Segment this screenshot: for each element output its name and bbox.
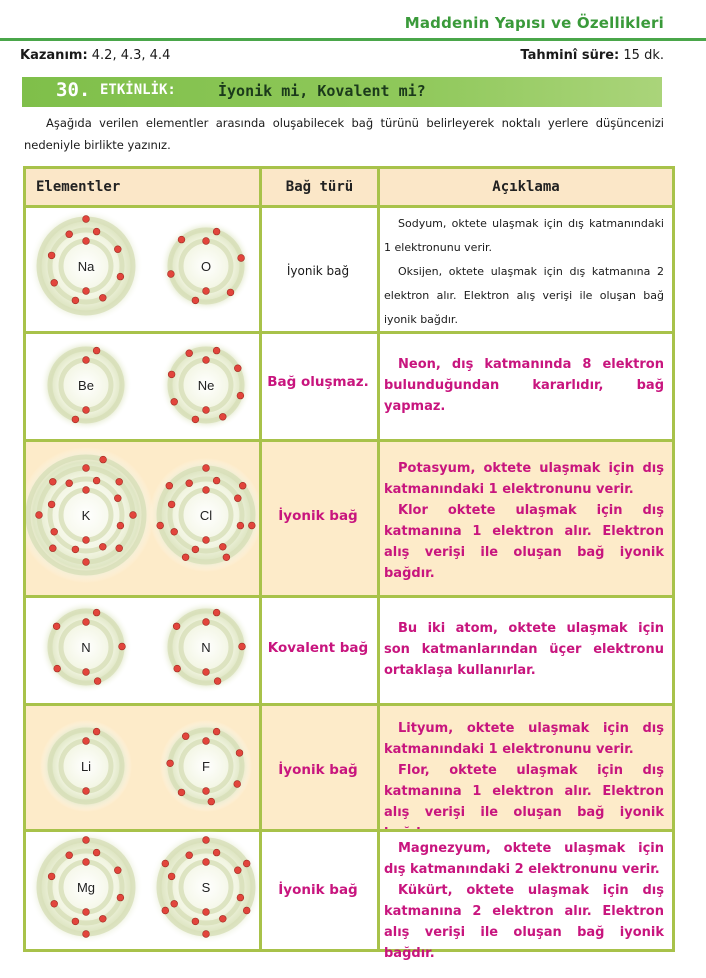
electron-dot — [219, 915, 226, 922]
electron-dot — [248, 522, 255, 529]
atom-symbol-label: K — [81, 508, 91, 523]
activity-label: ETKİNLİK: — [100, 82, 176, 98]
atom-symbol-label: N — [81, 640, 91, 655]
electron-dot — [99, 543, 106, 550]
explanation-line: Magnezyum, oktete ulaşmak için dış katmanındaki 2 elektronunu verir. — [384, 841, 664, 877]
electron-dot — [93, 609, 100, 616]
electron-dot — [203, 619, 210, 626]
electron-dot — [186, 350, 193, 357]
explanation-line: Flor, oktete ulaşmak için dış katmanına 1 elektron alır. Elektron alış verişi ile oluşan bağ iyonik — [384, 763, 664, 820]
electron-dot — [219, 543, 226, 550]
electron-dot — [213, 228, 220, 235]
electron-dot — [83, 537, 90, 544]
atom-symbol-label: O — [200, 259, 212, 274]
electron-dot — [213, 849, 220, 856]
explanation-line: Neon, dış katmanında 8 elektron bulunduğundan kararlıdır, bağ yapmaz. — [384, 357, 664, 414]
electron-dot — [72, 416, 79, 423]
electron-dot — [83, 909, 90, 916]
electron-dot — [100, 456, 107, 463]
electron-dot — [213, 728, 220, 735]
atom-be-left — [40, 339, 132, 431]
electron-dot — [93, 728, 100, 735]
electron-dot — [203, 837, 210, 844]
atom-symbol-label: S — [201, 880, 211, 895]
electron-dot — [186, 480, 193, 487]
explanation-cell — [384, 718, 664, 844]
electron-dot — [214, 678, 221, 685]
electron-dot — [83, 357, 90, 364]
explanation-line: Klor oktete ulaşmak için dış katmanına 1 elektron alır. Elektron alış verişi ile oluşan bağ iyonik bağdır. — [384, 503, 664, 581]
electron-dot — [66, 480, 73, 487]
electron-dot — [83, 216, 90, 223]
time-value: 15 dk. — [623, 48, 664, 63]
electron-dot — [203, 465, 210, 472]
atom-na-left — [29, 209, 143, 323]
electron-dot — [48, 501, 55, 508]
electron-dot — [66, 852, 73, 859]
atom-symbol-label: F — [202, 759, 210, 774]
electron-dot — [72, 546, 79, 553]
electron-dot — [114, 246, 121, 253]
electron-dot — [49, 545, 56, 552]
electron-dot — [171, 900, 178, 907]
electron-dot — [116, 478, 123, 485]
electron-dot — [83, 619, 90, 626]
electron-dot — [203, 407, 210, 414]
electron-dot — [213, 609, 220, 616]
electron-dot — [192, 297, 199, 304]
electron-dot — [236, 750, 243, 757]
electron-dot — [239, 482, 246, 489]
electron-dot — [234, 867, 241, 874]
electron-dot — [83, 931, 90, 938]
electron-dot — [243, 860, 250, 867]
atom-li-left — [40, 720, 132, 812]
electron-dot — [237, 522, 244, 529]
bond-type-cell: İyonik bağ — [278, 882, 358, 898]
activity-table — [23, 166, 675, 961]
electron-dot — [192, 918, 199, 925]
atom-symbol-label: Ne — [197, 378, 215, 393]
electron-dot — [117, 894, 124, 901]
electron-dot — [203, 738, 210, 745]
explanation-cell — [384, 458, 664, 584]
electron-dot — [162, 860, 169, 867]
electron-dot — [54, 665, 61, 672]
bond-type-cell: İyonik bağ — [278, 508, 358, 524]
kazanim-label: Kazanım: — [20, 48, 88, 63]
atom-o-right — [160, 220, 252, 312]
electron-dot — [51, 279, 58, 286]
electron-dot — [178, 236, 185, 243]
atom-symbol-label: N — [201, 640, 211, 655]
atom-mg-left — [29, 830, 143, 944]
explanation-line: Sodyum, oktete ulaşmak için dış katmanındaki 1 elektronunu verir. — [384, 217, 664, 254]
explanation-cell — [384, 838, 664, 964]
electron-dot — [66, 231, 73, 238]
electron-dot — [174, 665, 181, 672]
electron-dot — [219, 413, 226, 420]
electron-dot — [168, 873, 175, 880]
electron-dot — [83, 788, 90, 795]
electron-dot — [51, 900, 58, 907]
electron-dot — [171, 398, 178, 405]
electron-dot — [130, 512, 137, 519]
electron-dot — [173, 623, 180, 630]
electron-dot — [99, 915, 106, 922]
electron-dot — [213, 477, 220, 484]
electron-dot — [203, 357, 210, 364]
electron-dot — [203, 931, 210, 938]
electron-dot — [182, 733, 189, 740]
electron-dot — [114, 867, 121, 874]
electron-dot — [83, 487, 90, 494]
electron-dot — [116, 545, 123, 552]
electron-dot — [182, 554, 189, 561]
electron-dot — [243, 907, 250, 914]
electron-dot — [93, 228, 100, 235]
electron-dot — [53, 623, 60, 630]
bond-type-cell: İyonik bağ — [278, 762, 358, 778]
electron-dot — [203, 859, 210, 866]
explanation-line: Kükürt, oktete ulaşmak için dış katmanına 2 elektron alır. Elektron alış verişi ile oluşan bağ iyonik bağdır. — [384, 883, 664, 961]
electron-dot — [117, 522, 124, 529]
electron-dot — [167, 760, 174, 767]
electron-dot — [192, 416, 199, 423]
explanation-line: Oksijen, oktete ulaşmak için dış katmanına 2 elektron alır. Elektron alış verişi ile oluşan bağ iyonik bağdır. — [384, 265, 664, 326]
electron-dot — [166, 482, 173, 489]
electron-dot — [223, 554, 230, 561]
atom-symbol-label: Be — [78, 378, 94, 393]
explanation-line: Potasyum, oktete ulaşmak için dış katmanındaki 1 elektronunu verir. — [384, 461, 664, 497]
electron-dot — [83, 859, 90, 866]
electron-dot — [162, 907, 169, 914]
explanation-cell — [384, 212, 664, 332]
atom-f-right — [160, 720, 252, 812]
electron-dot — [93, 849, 100, 856]
bond-type-cell: Bağ oluşmaz. — [267, 374, 369, 390]
bond-type-cell: Kovalent bağ — [267, 640, 369, 656]
atom-symbol-label: Na — [77, 259, 95, 274]
electron-dot — [171, 528, 178, 535]
activity-banner — [22, 77, 662, 107]
atom-diagrams — [26, 169, 259, 949]
electron-dot — [238, 255, 245, 262]
activity-number: 30. — [56, 79, 91, 101]
time-label: Tahminî süre: — [520, 48, 620, 63]
instructions-text: Aşağıda verilen elementler arasında oluşabilecek bağ türünü belirleyerek noktalı yerlere düşüncenizi nedeniyle birlikte yazınız. — [24, 116, 664, 152]
electron-dot — [48, 873, 55, 880]
atom-n-right — [160, 601, 252, 693]
electron-dot — [203, 288, 210, 295]
electron-dot — [237, 392, 244, 399]
electron-dot — [227, 289, 234, 296]
atom-symbol-label: Mg — [76, 880, 96, 895]
electron-dot — [83, 559, 90, 566]
electron-dot — [119, 643, 126, 650]
electron-dot — [237, 894, 244, 901]
electron-dot — [203, 669, 210, 676]
explanation-cell — [384, 354, 664, 417]
electron-dot — [83, 837, 90, 844]
estimated-time — [520, 48, 664, 63]
bond-type-cell: İyonik bağ — [286, 264, 350, 278]
electron-dot — [117, 273, 124, 280]
atom-k-left — [26, 447, 154, 583]
section-title: Maddenin Yapısı ve Özellikleri — [404, 14, 664, 32]
electron-dot — [93, 347, 100, 354]
electron-dot — [157, 522, 164, 529]
electron-dot — [83, 669, 90, 676]
electron-dot — [83, 288, 90, 295]
header-aciklama: Açıklama — [380, 169, 672, 205]
explanation-line: Bu iki atom, oktete ulaşmak için son katmanlarından üçer elektronu ortaklaşa kullanırlar. — [384, 621, 664, 678]
electron-dot — [203, 537, 210, 544]
electron-dot — [83, 238, 90, 245]
atom-symbol-label: Cl — [199, 508, 213, 523]
atom-symbol-label: Li — [80, 759, 92, 774]
electron-dot — [208, 798, 215, 805]
electron-dot — [213, 347, 220, 354]
header-divider — [0, 38, 706, 41]
electron-dot — [72, 918, 79, 925]
electron-dot — [168, 501, 175, 508]
kazanim — [20, 48, 170, 63]
electron-dot — [234, 365, 241, 372]
electron-dot — [36, 512, 43, 519]
header-bag-turu: Bağ türü — [262, 169, 380, 205]
electron-dot — [72, 297, 79, 304]
electron-dot — [239, 643, 246, 650]
electron-dot — [83, 407, 90, 414]
electron-dot — [168, 271, 175, 278]
electron-dot — [203, 238, 210, 245]
electron-dot — [114, 495, 121, 502]
electron-dot — [93, 477, 100, 484]
explanation-cell — [384, 618, 664, 681]
electron-dot — [99, 294, 106, 301]
electron-dot — [203, 909, 210, 916]
activity-title: İyonik mi, Kovalent mi? — [218, 82, 426, 100]
electron-dot — [192, 546, 199, 553]
electron-dot — [186, 852, 193, 859]
electron-dot — [83, 465, 90, 472]
electron-dot — [234, 495, 241, 502]
header-elementler: Elementler — [26, 169, 262, 205]
electron-dot — [51, 528, 58, 535]
atom-s-right — [149, 830, 259, 944]
atom-ne-right — [160, 339, 252, 431]
explanation-line: Lityum, oktete ulaşmak için dış katmanındaki 1 elektronunu verir. — [384, 721, 664, 757]
atom-cl-right — [149, 458, 259, 572]
electron-dot — [203, 487, 210, 494]
atom-n-left — [40, 601, 132, 693]
electron-dot — [168, 371, 175, 378]
electron-dot — [48, 252, 55, 259]
electron-dot — [178, 789, 185, 796]
electron-dot — [203, 788, 210, 795]
electron-dot — [94, 678, 101, 685]
kazanim-value: 4.2, 4.3, 4.4 — [91, 48, 171, 63]
electron-dot — [234, 781, 241, 788]
electron-dot — [49, 478, 56, 485]
electron-dot — [83, 738, 90, 745]
